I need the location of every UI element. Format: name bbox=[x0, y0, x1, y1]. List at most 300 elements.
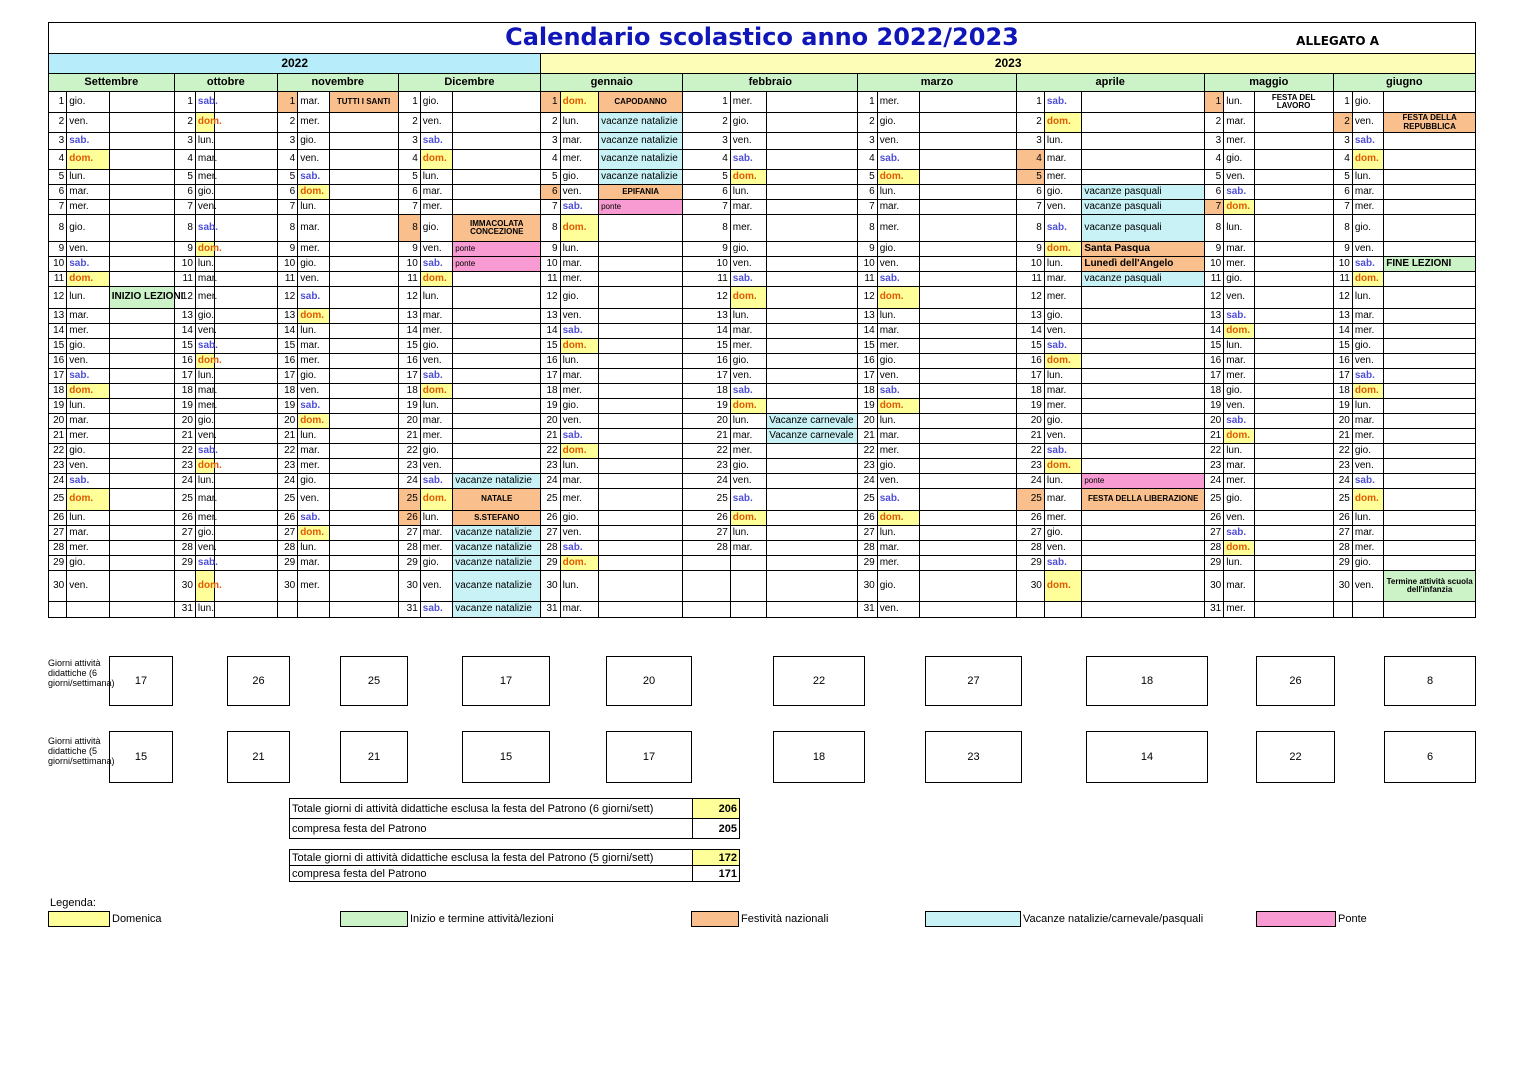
day-number: 13 bbox=[1204, 309, 1223, 324]
day-note bbox=[109, 384, 174, 399]
day-number: 27 bbox=[49, 526, 67, 541]
day-note bbox=[920, 526, 1016, 541]
weekday: sab. bbox=[420, 474, 452, 489]
day-number: 30 bbox=[49, 571, 67, 602]
weekday: gio. bbox=[877, 354, 920, 369]
day-note bbox=[920, 200, 1016, 215]
weekday: lun. bbox=[195, 369, 214, 384]
weekday: dom. bbox=[420, 489, 452, 511]
day-row bbox=[49, 384, 1476, 399]
day-note bbox=[920, 571, 1016, 602]
day-number: 7 bbox=[1016, 200, 1044, 215]
day-number: 14 bbox=[1333, 324, 1352, 339]
day-note: Lunedì dell'Angelo bbox=[1082, 257, 1205, 272]
day-number: 30 bbox=[1333, 571, 1352, 602]
day-row bbox=[49, 459, 1476, 474]
day-note bbox=[920, 309, 1016, 324]
weekday: gio. bbox=[560, 170, 599, 185]
day-number: 26 bbox=[398, 511, 420, 526]
day-number: 26 bbox=[683, 511, 731, 526]
day-number: 12 bbox=[541, 287, 560, 309]
weekday: mar. bbox=[298, 92, 329, 113]
day-number: 17 bbox=[398, 369, 420, 384]
day-number: 9 bbox=[1204, 242, 1223, 257]
day-row bbox=[49, 113, 1476, 133]
weekday: mer. bbox=[1224, 257, 1254, 272]
weekday: mar. bbox=[730, 324, 766, 339]
title-text: Calendario scolastico anno 2022/2023 bbox=[505, 23, 1019, 52]
day-number: 28 bbox=[858, 541, 877, 556]
day-number: 2 bbox=[49, 113, 67, 133]
day-note bbox=[1082, 287, 1205, 309]
day-note bbox=[920, 474, 1016, 489]
day-note bbox=[329, 339, 398, 354]
weekday: ven. bbox=[1044, 429, 1081, 444]
day-row bbox=[49, 399, 1476, 414]
weekday: mar. bbox=[298, 444, 329, 459]
day-note bbox=[453, 185, 541, 200]
weekday: mar. bbox=[298, 339, 329, 354]
day-note bbox=[1384, 414, 1476, 429]
weekday: mar. bbox=[1224, 113, 1254, 133]
day-row bbox=[49, 185, 1476, 200]
day-number: 6 bbox=[49, 185, 67, 200]
day-number: 28 bbox=[277, 541, 297, 556]
day-note bbox=[215, 556, 278, 571]
weekday: mar. bbox=[195, 384, 214, 399]
day-note bbox=[599, 541, 683, 556]
day-note bbox=[920, 150, 1016, 170]
day-note bbox=[599, 429, 683, 444]
day-note bbox=[1384, 399, 1476, 414]
day-note bbox=[767, 602, 858, 618]
day-number: 28 bbox=[174, 541, 195, 556]
weekday: ven. bbox=[298, 272, 329, 287]
summary6-value-box: 22 bbox=[773, 656, 865, 706]
day-number bbox=[277, 602, 297, 618]
weekday: mer. bbox=[67, 429, 110, 444]
day-number: 19 bbox=[541, 399, 560, 414]
day-number: 12 bbox=[174, 287, 195, 309]
day-note bbox=[215, 444, 278, 459]
weekday: sab. bbox=[730, 272, 766, 287]
weekday: lun. bbox=[420, 399, 452, 414]
day-note bbox=[767, 257, 858, 272]
weekday: mer. bbox=[560, 384, 599, 399]
day-number bbox=[49, 602, 67, 618]
day-note bbox=[1384, 489, 1476, 511]
summary6-value-box: 8 bbox=[1384, 656, 1476, 706]
summary5-label: Giorni attività didattiche (5 giorni/settimana) bbox=[48, 736, 115, 766]
weekday: dom. bbox=[560, 556, 599, 571]
day-note bbox=[215, 113, 278, 133]
day-number: 20 bbox=[683, 414, 731, 429]
weekday: lun. bbox=[1044, 369, 1081, 384]
day-note bbox=[920, 489, 1016, 511]
day-number: 22 bbox=[174, 444, 195, 459]
legend-swatch bbox=[340, 911, 408, 927]
day-number: 12 bbox=[683, 287, 731, 309]
weekday: ven. bbox=[730, 369, 766, 384]
weekday: mer. bbox=[298, 113, 329, 133]
day-note: vacanze natalizie bbox=[599, 150, 683, 170]
weekday: lun. bbox=[420, 287, 452, 309]
weekday: gio. bbox=[67, 339, 110, 354]
day-number: 25 bbox=[1204, 489, 1223, 511]
weekday: dom. bbox=[730, 511, 766, 526]
day-number: 26 bbox=[541, 511, 560, 526]
day-number: 21 bbox=[858, 429, 877, 444]
totals-6-days bbox=[289, 798, 740, 839]
weekday: lun. bbox=[877, 526, 920, 541]
weekday: ven. bbox=[420, 459, 452, 474]
weekday: mer. bbox=[298, 571, 329, 602]
weekday: dom. bbox=[1044, 354, 1081, 369]
day-note bbox=[1384, 354, 1476, 369]
weekday: ven. bbox=[560, 414, 599, 429]
day-number: 12 bbox=[858, 287, 877, 309]
day-note bbox=[1384, 384, 1476, 399]
totals6-value1: 206 bbox=[693, 799, 740, 819]
day-number: 20 bbox=[277, 414, 297, 429]
day-number: 5 bbox=[1333, 170, 1352, 185]
weekday: mer. bbox=[298, 354, 329, 369]
day-note: ponte bbox=[1082, 474, 1205, 489]
day-number: 21 bbox=[541, 429, 560, 444]
weekday: gio. bbox=[560, 511, 599, 526]
weekday: ven. bbox=[877, 602, 920, 618]
summary5-value-box: 15 bbox=[109, 731, 173, 783]
day-number: 21 bbox=[277, 429, 297, 444]
day-number: 1 bbox=[49, 92, 67, 113]
day-note: FINE LEZIONI bbox=[1384, 257, 1476, 272]
summary5-value-box: 15 bbox=[462, 731, 550, 783]
day-number: 6 bbox=[858, 185, 877, 200]
weekday: mer. bbox=[1224, 133, 1254, 150]
day-note: INIZIO LEZIONI bbox=[109, 287, 174, 309]
day-note bbox=[329, 170, 398, 185]
weekday: ven. bbox=[67, 571, 110, 602]
day-note bbox=[599, 324, 683, 339]
day-number: 1 bbox=[1204, 92, 1223, 113]
weekday: mar. bbox=[877, 200, 920, 215]
legend-item-vacanze bbox=[925, 911, 1203, 927]
day-number: 25 bbox=[683, 489, 731, 511]
day-note bbox=[329, 602, 398, 618]
month-header: novembre bbox=[277, 74, 398, 92]
weekday: mer. bbox=[1352, 541, 1383, 556]
weekday: dom. bbox=[560, 215, 599, 242]
day-number: 9 bbox=[541, 242, 560, 257]
weekday: gio. bbox=[195, 309, 214, 324]
weekday: gio. bbox=[1044, 526, 1081, 541]
day-note bbox=[920, 185, 1016, 200]
weekday: dom. bbox=[560, 92, 599, 113]
summary6-value-box: 26 bbox=[1256, 656, 1335, 706]
day-row bbox=[49, 489, 1476, 511]
day-number: 15 bbox=[858, 339, 877, 354]
day-note bbox=[1384, 185, 1476, 200]
day-number: 13 bbox=[398, 309, 420, 324]
weekday: dom. bbox=[420, 272, 452, 287]
day-number bbox=[683, 602, 731, 618]
day-number: 17 bbox=[858, 369, 877, 384]
day-number bbox=[1016, 602, 1044, 618]
day-note: NATALE bbox=[453, 489, 541, 511]
calendar-table bbox=[48, 22, 1476, 618]
weekday: mar. bbox=[420, 526, 452, 541]
day-number: 25 bbox=[1333, 489, 1352, 511]
weekday: mer. bbox=[877, 92, 920, 113]
day-note bbox=[1254, 474, 1333, 489]
weekday: mer. bbox=[560, 272, 599, 287]
day-note bbox=[920, 287, 1016, 309]
day-note bbox=[1082, 170, 1205, 185]
weekday: mer. bbox=[67, 200, 110, 215]
day-row bbox=[49, 150, 1476, 170]
day-number: 4 bbox=[683, 150, 731, 170]
weekday: mar. bbox=[1352, 309, 1383, 324]
day-number: 27 bbox=[683, 526, 731, 541]
month-header: marzo bbox=[858, 74, 1016, 92]
weekday: ven. bbox=[1352, 354, 1383, 369]
day-number: 15 bbox=[277, 339, 297, 354]
day-note bbox=[453, 272, 541, 287]
legend-item-inizio bbox=[340, 911, 554, 927]
day-note bbox=[109, 414, 174, 429]
weekday: mer. bbox=[1224, 602, 1254, 618]
day-number: 9 bbox=[683, 242, 731, 257]
day-number: 16 bbox=[858, 354, 877, 369]
day-number: 2 bbox=[1016, 113, 1044, 133]
day-row bbox=[49, 339, 1476, 354]
day-number bbox=[683, 571, 731, 602]
day-note bbox=[109, 556, 174, 571]
day-number: 15 bbox=[1204, 339, 1223, 354]
day-number: 19 bbox=[858, 399, 877, 414]
weekday: gio. bbox=[560, 287, 599, 309]
day-number: 9 bbox=[398, 242, 420, 257]
day-note bbox=[767, 474, 858, 489]
day-note bbox=[767, 384, 858, 399]
day-number: 24 bbox=[277, 474, 297, 489]
day-number: 22 bbox=[1204, 444, 1223, 459]
weekday bbox=[730, 556, 766, 571]
day-number: 14 bbox=[683, 324, 731, 339]
day-note bbox=[1082, 150, 1205, 170]
weekday: ven. bbox=[67, 459, 110, 474]
weekday: gio. bbox=[195, 185, 214, 200]
day-number: 13 bbox=[174, 309, 195, 324]
day-number: 2 bbox=[398, 113, 420, 133]
weekday: lun. bbox=[730, 526, 766, 541]
day-number: 9 bbox=[1333, 242, 1352, 257]
day-number: 29 bbox=[858, 556, 877, 571]
weekday: gio. bbox=[877, 459, 920, 474]
weekday: gio. bbox=[1044, 185, 1081, 200]
weekday: gio. bbox=[877, 571, 920, 602]
day-note bbox=[109, 339, 174, 354]
weekday: gio. bbox=[67, 556, 110, 571]
summary6-value-box: 20 bbox=[606, 656, 692, 706]
day-note bbox=[767, 133, 858, 150]
day-note bbox=[767, 92, 858, 113]
weekday: mar. bbox=[420, 309, 452, 324]
day-number: 4 bbox=[398, 150, 420, 170]
day-note bbox=[1082, 526, 1205, 541]
day-number: 8 bbox=[541, 215, 560, 242]
day-note bbox=[109, 511, 174, 526]
weekday: gio. bbox=[420, 339, 452, 354]
weekday: dom. bbox=[1224, 429, 1254, 444]
day-number: 7 bbox=[398, 200, 420, 215]
day-note bbox=[215, 399, 278, 414]
legend-item-festivita bbox=[691, 911, 828, 927]
day-number: 10 bbox=[277, 257, 297, 272]
weekday: sab. bbox=[730, 489, 766, 511]
day-number: 14 bbox=[858, 324, 877, 339]
day-note bbox=[329, 489, 398, 511]
day-note bbox=[1082, 113, 1205, 133]
day-note bbox=[1254, 215, 1333, 242]
weekday: gio. bbox=[195, 414, 214, 429]
day-note bbox=[767, 150, 858, 170]
weekday: sab. bbox=[877, 150, 920, 170]
weekday: mar. bbox=[195, 150, 214, 170]
weekday: mer. bbox=[1044, 511, 1081, 526]
weekday: gio. bbox=[420, 92, 452, 113]
day-note bbox=[215, 185, 278, 200]
weekday: mar. bbox=[560, 474, 599, 489]
day-note bbox=[109, 369, 174, 384]
day-note bbox=[767, 459, 858, 474]
weekday: mer. bbox=[560, 150, 599, 170]
day-number: 11 bbox=[49, 272, 67, 287]
day-note bbox=[1254, 526, 1333, 541]
day-note bbox=[920, 257, 1016, 272]
day-note bbox=[1254, 113, 1333, 133]
weekday: sab. bbox=[195, 215, 214, 242]
day-number: 19 bbox=[277, 399, 297, 414]
weekday: dom. bbox=[1352, 150, 1383, 170]
day-note bbox=[215, 272, 278, 287]
day-number: 8 bbox=[1333, 215, 1352, 242]
day-number: 3 bbox=[541, 133, 560, 150]
day-note bbox=[215, 324, 278, 339]
day-note bbox=[1384, 541, 1476, 556]
day-note bbox=[215, 541, 278, 556]
day-note bbox=[920, 324, 1016, 339]
weekday: mer. bbox=[298, 242, 329, 257]
weekday: ven. bbox=[420, 113, 452, 133]
day-number: 8 bbox=[49, 215, 67, 242]
day-number: 2 bbox=[1204, 113, 1223, 133]
day-number: 28 bbox=[1333, 541, 1352, 556]
totals5-label2: compresa festa del Patrono bbox=[290, 866, 693, 882]
day-note: FESTA DELLA REPUBBLICA bbox=[1384, 113, 1476, 133]
day-note bbox=[1384, 459, 1476, 474]
day-number: 4 bbox=[1204, 150, 1223, 170]
day-number: 10 bbox=[398, 257, 420, 272]
day-number: 11 bbox=[858, 272, 877, 287]
day-number: 16 bbox=[683, 354, 731, 369]
day-note bbox=[329, 185, 398, 200]
day-note bbox=[1254, 489, 1333, 511]
day-number: 19 bbox=[1204, 399, 1223, 414]
weekday: mer. bbox=[1352, 429, 1383, 444]
day-number: 5 bbox=[1204, 170, 1223, 185]
day-note bbox=[1082, 133, 1205, 150]
day-number: 6 bbox=[398, 185, 420, 200]
day-note bbox=[599, 511, 683, 526]
day-note bbox=[329, 113, 398, 133]
weekday: mar. bbox=[730, 541, 766, 556]
day-number: 11 bbox=[1204, 272, 1223, 287]
day-number: 17 bbox=[49, 369, 67, 384]
day-note bbox=[329, 215, 398, 242]
day-number: 15 bbox=[1333, 339, 1352, 354]
day-note bbox=[1384, 309, 1476, 324]
day-number: 27 bbox=[858, 526, 877, 541]
weekday: ven. bbox=[877, 257, 920, 272]
day-number bbox=[683, 556, 731, 571]
weekday: gio. bbox=[877, 242, 920, 257]
day-note bbox=[215, 339, 278, 354]
totals6-value2: 205 bbox=[693, 819, 740, 839]
day-number: 22 bbox=[858, 444, 877, 459]
legend-label: Festività nazionali bbox=[741, 913, 829, 925]
weekday: mer. bbox=[1352, 200, 1383, 215]
day-number: 16 bbox=[277, 354, 297, 369]
day-note bbox=[1384, 556, 1476, 571]
day-note bbox=[453, 414, 541, 429]
weekday: dom. bbox=[560, 339, 599, 354]
day-note bbox=[920, 556, 1016, 571]
weekday: ven. bbox=[730, 257, 766, 272]
weekday: sab. bbox=[420, 369, 452, 384]
year-2022-header: 2022 bbox=[49, 54, 541, 74]
legend-item-domenica bbox=[48, 911, 162, 927]
day-row bbox=[49, 170, 1476, 185]
weekday: gio. bbox=[1352, 444, 1383, 459]
day-number: 25 bbox=[1016, 489, 1044, 511]
weekday: mer. bbox=[420, 200, 452, 215]
weekday: mar. bbox=[1224, 571, 1254, 602]
day-note bbox=[109, 200, 174, 215]
weekday: dom. bbox=[560, 444, 599, 459]
weekday: gio. bbox=[1044, 414, 1081, 429]
day-number: 4 bbox=[541, 150, 560, 170]
weekday: mar. bbox=[1044, 272, 1081, 287]
weekday: gio. bbox=[420, 556, 452, 571]
day-number: 8 bbox=[683, 215, 731, 242]
day-note bbox=[1082, 92, 1205, 113]
summary6-value-box: 17 bbox=[109, 656, 173, 706]
day-number: 24 bbox=[683, 474, 731, 489]
day-note: FESTA DELLA LIBERAZIONE bbox=[1082, 489, 1205, 511]
day-number: 15 bbox=[49, 339, 67, 354]
day-note bbox=[329, 429, 398, 444]
day-note bbox=[1082, 444, 1205, 459]
weekday: ven. bbox=[67, 113, 110, 133]
day-note bbox=[920, 133, 1016, 150]
weekday: lun. bbox=[1224, 339, 1254, 354]
day-note bbox=[453, 339, 541, 354]
weekday: mar. bbox=[1352, 185, 1383, 200]
day-number: 20 bbox=[1016, 414, 1044, 429]
weekday: ven. bbox=[560, 526, 599, 541]
day-note bbox=[1254, 287, 1333, 309]
